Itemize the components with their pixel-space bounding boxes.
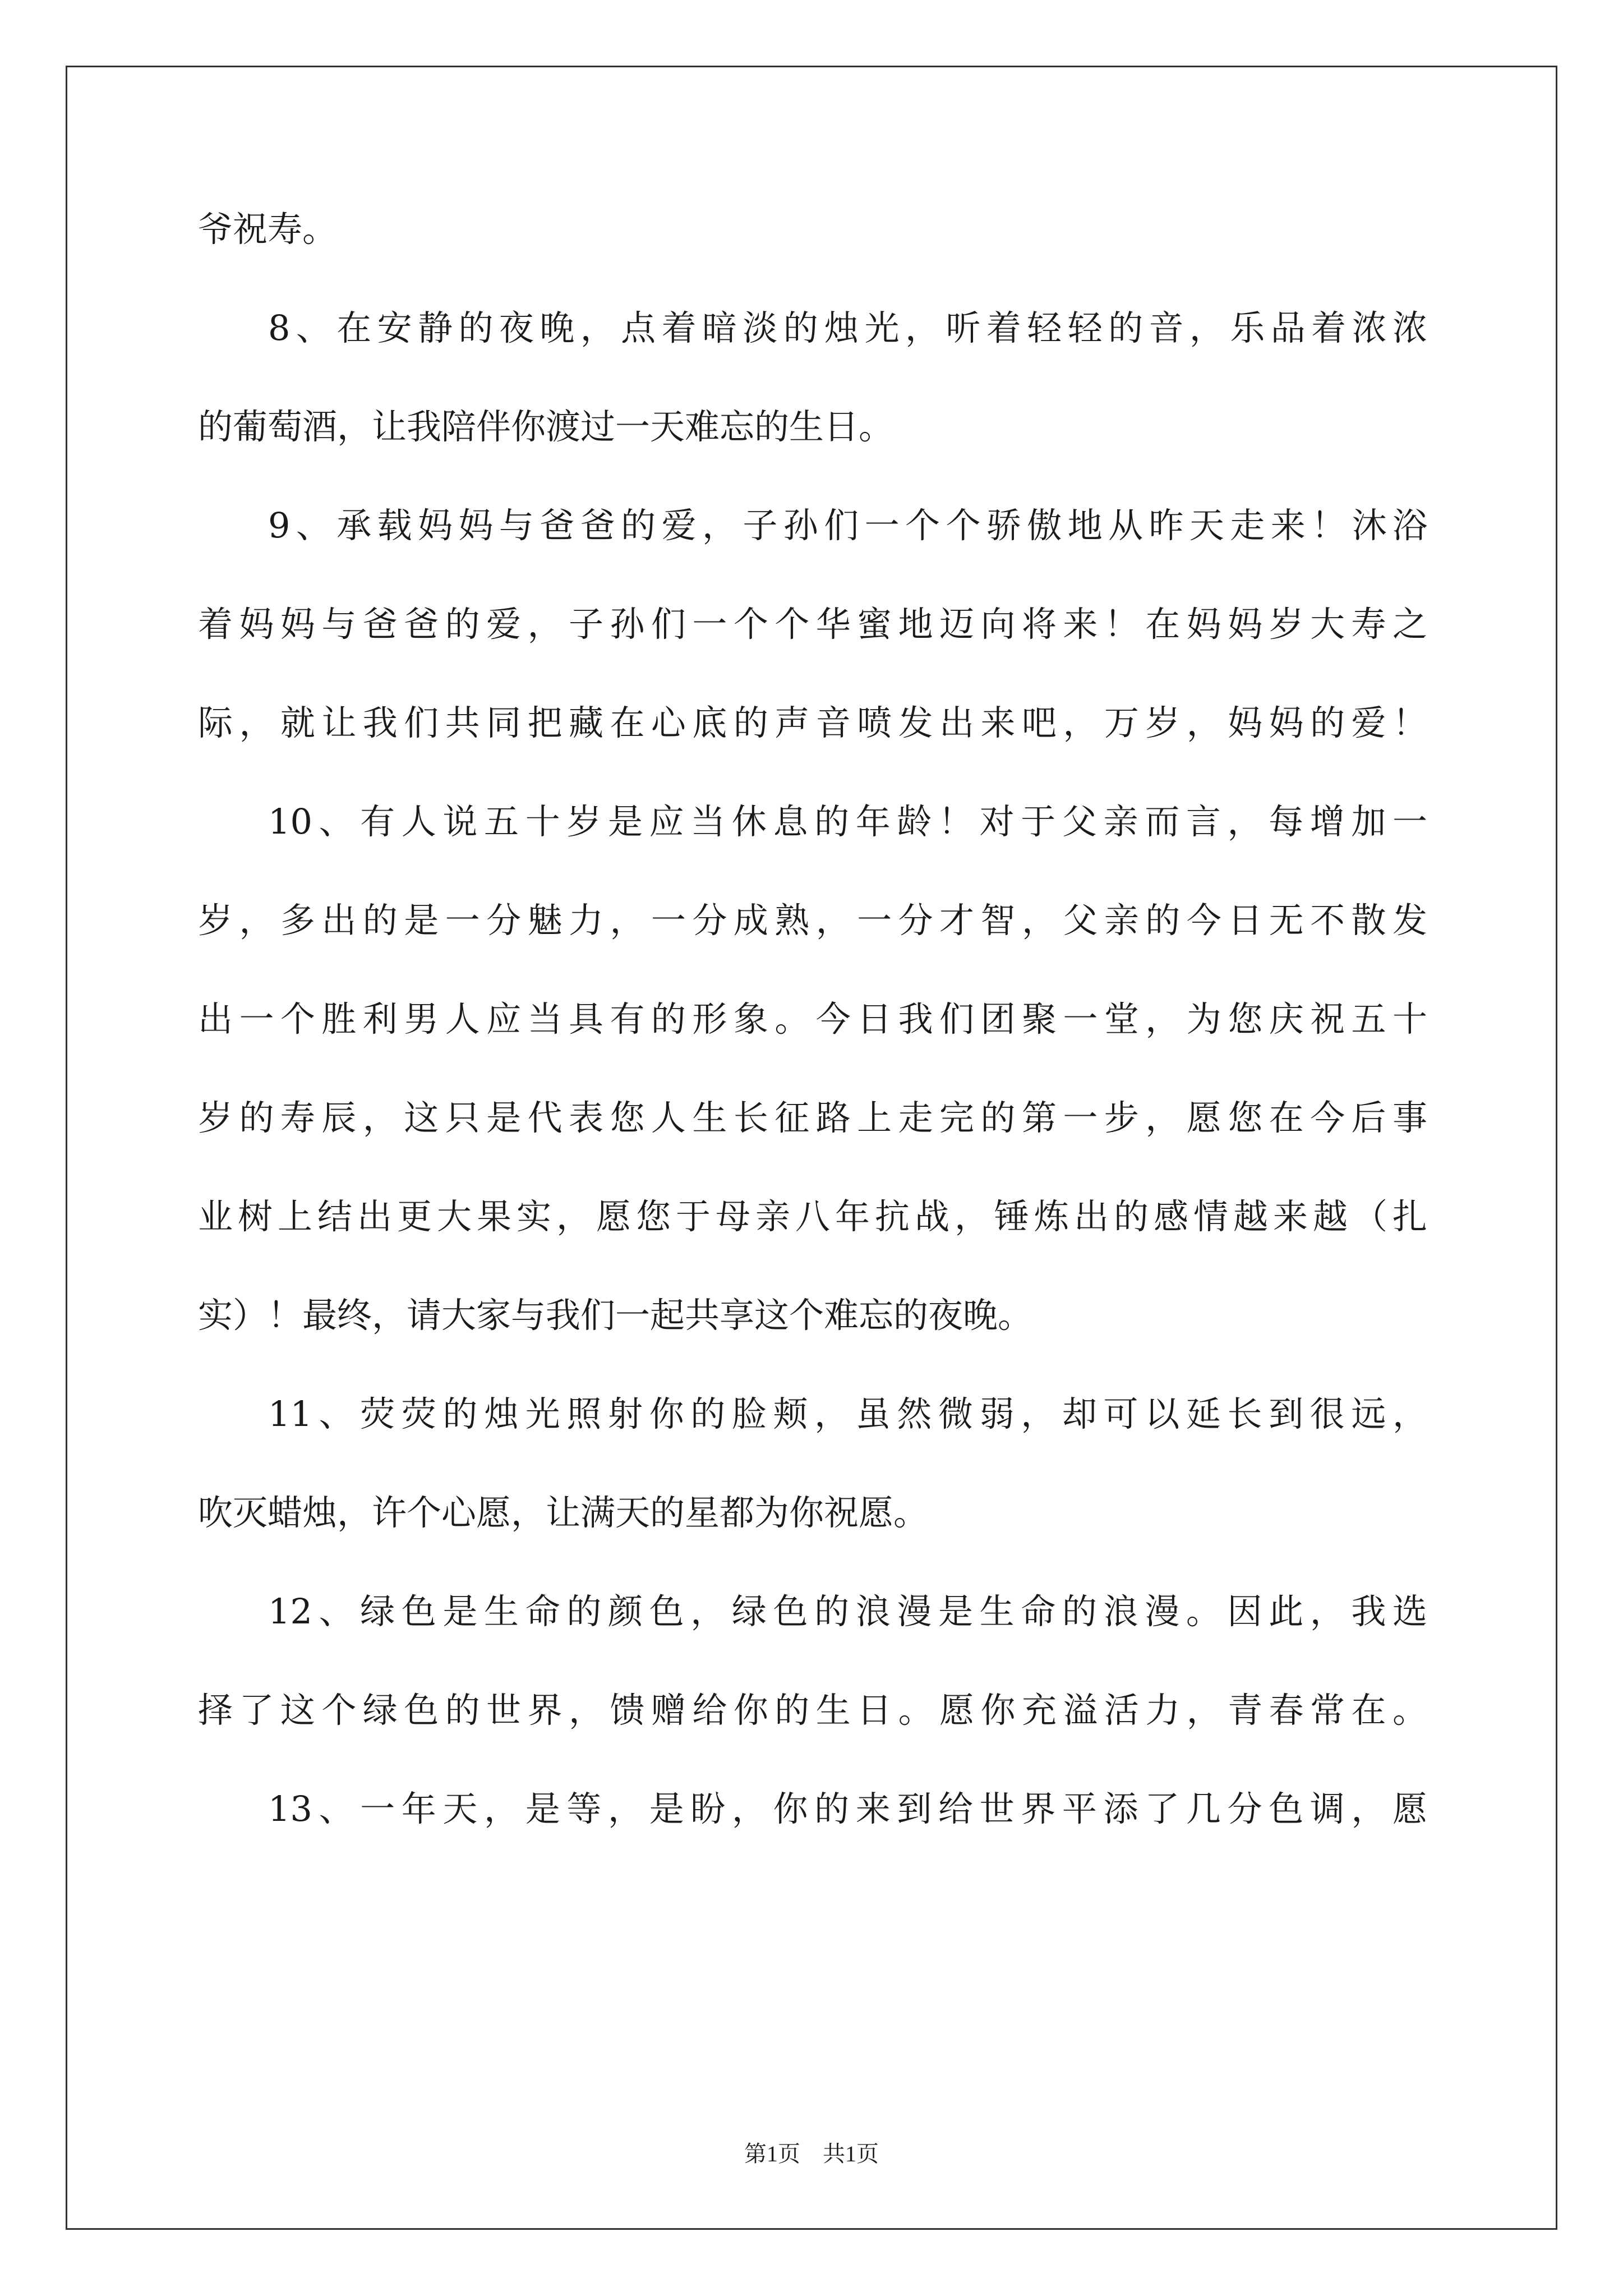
paragraph-8-line-1: 8、在安静的夜晚，点着暗淡的烛光，听着轻轻的音，乐品着浓浓 bbox=[268, 307, 1427, 348]
paragraph-10-line-1: 10、有人说五十岁是应当休息的年龄！对于父亲而言，每增加一 bbox=[268, 801, 1427, 842]
paragraph-9-line-1: 9、承载妈妈与爸爸的爱，子孙们一个个骄傲地从昨天走来！沐浴 bbox=[268, 505, 1427, 546]
paragraph-12-line-1: 12、绿色是生命的颜色，绿色的浪漫是生命的浪漫。因此，我选 bbox=[268, 1591, 1427, 1632]
paragraph-11-line-2: 吹灭蜡烛，许个心愿，让满天的星都为你祝愿。 bbox=[198, 1492, 929, 1533]
paragraph-10-line-5: 业树上结出更大果实，愿您于母亲八年抗战，锤炼出的感情越来越（扎 bbox=[198, 1196, 1427, 1237]
paragraph-12-line-2: 择了这个绿色的世界，馈赠给你的生日。愿你充溢活力，青春常在。 bbox=[198, 1690, 1427, 1731]
document-body bbox=[198, 205, 1427, 1834]
paragraph-9-line-3: 际，就让我们共同把藏在心底的声音喷发出来吧，万岁，妈妈的爱！ bbox=[198, 702, 1427, 743]
paragraph-10-line-6: 实）！最终，请大家与我们一起共享这个难忘的夜晚。 bbox=[198, 1295, 1033, 1336]
paragraph-10-line-2: 岁，多出的是一分魅力，一分成熟，一分才智，父亲的今日无不散发 bbox=[198, 900, 1427, 941]
text-line: 爷祝寿。 bbox=[198, 209, 338, 250]
paragraph-8-line-2: 的葡萄酒，让我陪伴你渡过一天难忘的生日。 bbox=[198, 406, 894, 447]
paragraph-10-line-4: 岁的寿辰，这只是代表您人生长征路上走完的第一步，愿您在今后事 bbox=[198, 1097, 1427, 1138]
paragraph-10-line-3: 出一个胜利男人应当具有的形象。今日我们团聚一堂，为您庆祝五十 bbox=[198, 999, 1427, 1039]
page-footer: 第1页 共1页 bbox=[744, 2141, 879, 2166]
paragraph-9-line-2: 着妈妈与爸爸的爱，子孙们一个个华蜜地迈向将来！在妈妈岁大寿之 bbox=[198, 604, 1427, 645]
paragraph-13-line-1: 13、一年天，是等，是盼，你的来到给世界平添了几分色调，愿 bbox=[268, 1788, 1427, 1829]
paragraph-11-line-1: 11、荧荧的烛光照射你的脸颊，虽然微弱，却可以延长到很远， bbox=[268, 1393, 1427, 1434]
